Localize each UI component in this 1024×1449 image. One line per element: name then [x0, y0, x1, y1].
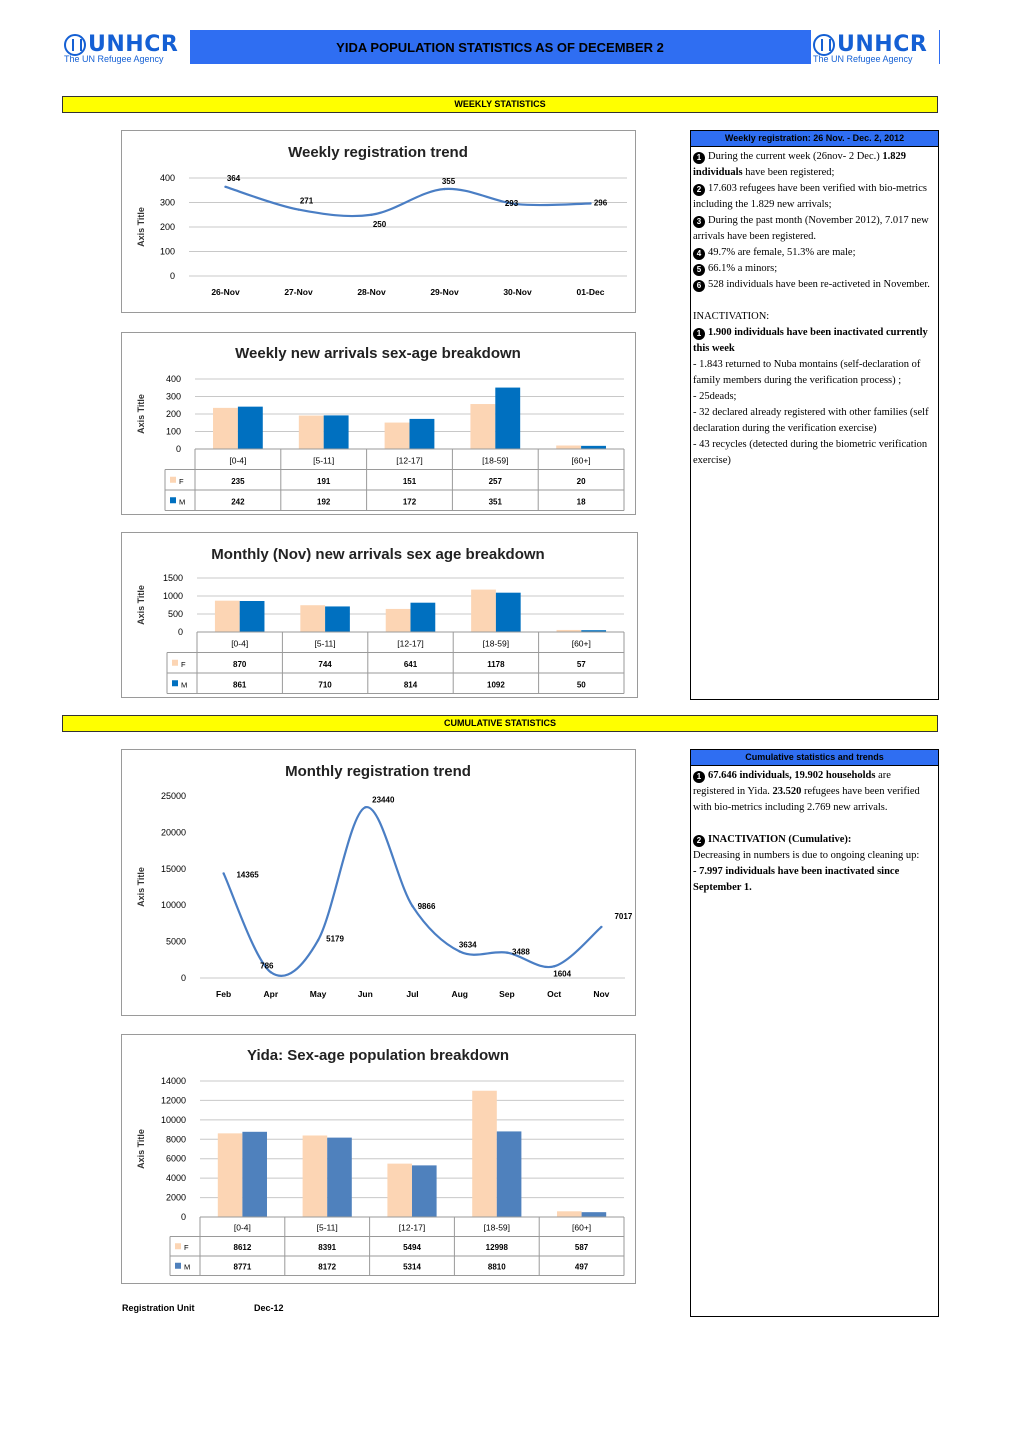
section-weekly-statistics: WEEKLY STATISTICS — [62, 96, 938, 113]
legend-label: F — [179, 476, 184, 486]
y-tick-label: 0 — [175, 444, 181, 454]
table-value: 8172 — [318, 1262, 337, 1272]
table-value: 497 — [574, 1262, 589, 1272]
y-tick-label: 12000 — [160, 1095, 186, 1106]
table-value: 1092 — [487, 680, 505, 690]
cumulative-item-2-strong: - 7.997 individuals have been inactivated since September 1. — [693, 866, 900, 893]
y-tick-label: 20000 — [160, 827, 186, 838]
category-label: [12-17] — [398, 1222, 426, 1233]
table-value: 8391 — [318, 1243, 337, 1253]
table-value: 8810 — [487, 1262, 506, 1272]
bar-m — [327, 1138, 352, 1217]
y-tick-label: 400 — [165, 374, 181, 384]
bar-f — [213, 408, 238, 449]
bar-f — [472, 1091, 497, 1217]
bar-f — [215, 601, 240, 632]
legend-swatch — [175, 1243, 181, 1249]
footer-registration-unit: Registration Unit — [122, 1303, 195, 1313]
bar-f — [385, 423, 410, 449]
table-value: 8771 — [233, 1262, 252, 1272]
data-point — [224, 186, 226, 188]
population-sex-age-svg — [122, 1035, 637, 1285]
x-tick-label: Aug — [451, 989, 468, 999]
bar-f — [387, 1164, 412, 1217]
chart-title: Weekly registration trend — [288, 144, 468, 161]
data-label: 5179 — [326, 934, 344, 944]
x-tick-label: Jun — [357, 989, 373, 999]
category-label: [5-11] — [314, 638, 336, 649]
bar-f — [470, 404, 495, 449]
data-label: 364 — [226, 173, 241, 183]
data-point — [317, 939, 319, 941]
table-value: 351 — [488, 497, 502, 507]
cumulative-item-2-title: 2 INACTIVATION (Cumulative): — [693, 832, 934, 848]
category-label: [18-59] — [482, 455, 509, 466]
weekly-item-3: 3 During the past month (November 2012), 7.017 new arrivals have been registered. — [693, 215, 929, 242]
x-tick-label: Apr — [263, 989, 279, 999]
category-label: [0-4] — [233, 1222, 251, 1233]
data-label: 7017 — [614, 911, 633, 921]
cumulative-summary-heading: Cumulative statistics and trends — [691, 750, 938, 766]
data-point — [364, 806, 366, 808]
category-label: [0-4] — [229, 455, 247, 466]
data-point — [459, 950, 461, 952]
legend-swatch — [172, 680, 178, 686]
inactivation-line: - 32 declared already registered with other families (self declaration during the verification exercise) — [693, 407, 929, 434]
bar-f — [300, 605, 325, 632]
cumulative-summary-body — [693, 768, 934, 896]
y-tick-label: 500 — [167, 609, 183, 619]
data-point — [506, 951, 508, 953]
legend-swatch — [170, 477, 176, 483]
monthly-registration-trend-chart — [121, 749, 636, 1016]
y-axis-title: Axis Title — [136, 207, 146, 247]
table-value: 1178 — [487, 659, 505, 669]
legend-swatch — [172, 660, 178, 666]
data-label: 786 — [260, 961, 274, 971]
table-value: 587 — [574, 1243, 589, 1253]
data-label: 3488 — [512, 947, 530, 957]
data-label: 23440 — [372, 795, 395, 805]
table-value: 235 — [231, 476, 245, 486]
data-point — [270, 971, 272, 973]
unhcr-logo-left: UNHCR The UN Refugee Agency — [62, 30, 190, 66]
bar-m — [238, 407, 263, 449]
inactivation-line: - 25deads; — [693, 391, 737, 402]
y-axis-title: Axis Title — [136, 1129, 146, 1169]
table-value: 641 — [403, 659, 418, 669]
table-value: 744 — [318, 659, 332, 669]
cumulative-item-2-text: Decreasing in numbers is due to ongoing cleaning up: — [693, 850, 920, 861]
y-tick-label: 4000 — [165, 1173, 186, 1184]
y-tick-label: 0 — [169, 271, 175, 281]
y-tick-label: 1000 — [162, 591, 183, 601]
category-label: [12-17] — [396, 455, 423, 466]
data-point — [600, 926, 602, 928]
table-value: 5494 — [403, 1243, 421, 1253]
weekly-item-4: 4 49.7% are female, 51.3% are male; — [693, 245, 934, 261]
data-point — [411, 905, 413, 907]
data-point — [222, 872, 224, 874]
section-cumulative-statistics: CUMULATIVE STATISTICS — [62, 715, 938, 732]
footer-date: Dec-12 — [254, 1303, 284, 1313]
inactivation-title: INACTIVATION: — [693, 311, 770, 322]
bar-f — [386, 609, 411, 632]
unhcr-emblem-icon — [64, 34, 86, 56]
category-label: [60+] — [571, 638, 591, 649]
data-point — [370, 214, 372, 216]
table-value: 151 — [402, 476, 417, 486]
bar-m — [324, 415, 349, 449]
y-axis-title: Axis Title — [136, 867, 146, 907]
bar-f — [556, 446, 581, 450]
table-value: 5314 — [403, 1262, 421, 1272]
data-label: 3634 — [458, 940, 477, 950]
data-label: 355 — [441, 177, 456, 187]
bar-f — [471, 590, 496, 632]
table-value: 12998 — [485, 1243, 508, 1253]
table-value: 192 — [317, 497, 331, 507]
x-tick-label: May — [309, 989, 327, 999]
weekly-sex-age-chart — [121, 332, 636, 515]
weekly-registration-trend-svg — [122, 131, 637, 314]
x-tick-label: 28-Nov — [357, 287, 386, 297]
y-tick-label: 15000 — [160, 863, 186, 874]
x-tick-label: 01-Dec — [576, 287, 605, 297]
series-line — [226, 187, 591, 216]
bar-m — [496, 593, 521, 632]
data-label: 271 — [299, 196, 314, 206]
bar-m — [582, 1212, 607, 1217]
y-tick-label: 1500 — [162, 573, 183, 583]
bar-m — [411, 603, 436, 632]
y-tick-label: 2000 — [165, 1192, 186, 1203]
legend-label: F — [184, 1243, 189, 1253]
data-label: 14365 — [236, 870, 259, 880]
series-line — [224, 807, 602, 979]
y-tick-label: 200 — [165, 409, 181, 419]
unhcr-logo-right: UNHCR The UN Refugee Agency — [811, 30, 939, 66]
bar-f — [557, 1211, 582, 1217]
chart-title: Weekly new arrivals sex-age breakdown — [235, 345, 521, 362]
monthly-sex-age-chart — [121, 532, 638, 698]
y-tick-label: 5000 — [165, 936, 186, 947]
legend-label: M — [179, 497, 186, 507]
y-tick-label: 0 — [180, 973, 186, 983]
y-tick-label: 400 — [159, 173, 175, 183]
weekly-item-6: 6 528 individuals have been re-activeted in November. — [693, 277, 934, 293]
y-tick-label: 8000 — [165, 1134, 186, 1145]
weekly-summary-body — [693, 149, 934, 469]
chart-title: Monthly registration trend — [285, 763, 471, 780]
table-value: 257 — [488, 476, 502, 486]
cumulative-item-1: 1 67.646 individuals, 19.902 households are registered in Yida. 23.520 refugees have been verified with bio-metrics including 2.769 new arrivals. — [693, 770, 920, 813]
data-point — [553, 965, 555, 967]
x-tick-label: Nov — [593, 989, 610, 999]
x-tick-label: 27-Nov — [284, 287, 313, 297]
chart-title: Monthly (Nov) new arrivals sex age breakdown — [211, 546, 545, 563]
category-label: [0-4] — [231, 638, 249, 649]
category-label: [5-11] — [316, 1222, 338, 1233]
table-value: 8612 — [233, 1243, 252, 1253]
bar-f — [218, 1133, 243, 1217]
y-axis-title: Axis Title — [136, 585, 146, 625]
data-point — [589, 202, 591, 204]
cumulative-summary-panel — [690, 749, 939, 1317]
chart-title: Yida: Sex-age population breakdown — [247, 1047, 509, 1064]
bar-m — [410, 419, 435, 449]
inactivation-line: - 43 recycles (detected during the biometric verification exercise) — [693, 439, 928, 466]
x-tick-label: 29-Nov — [430, 287, 459, 297]
table-value: 50 — [576, 680, 586, 690]
bar-f — [303, 1135, 328, 1217]
y-tick-label: 200 — [159, 222, 175, 232]
category-label: [18-59] — [482, 638, 510, 649]
weekly-sex-age-svg — [122, 333, 637, 516]
y-tick-label: 100 — [159, 246, 175, 257]
bar-m — [495, 388, 520, 449]
data-point — [443, 188, 445, 190]
weekly-item-1: 1 During the current week (26nov- 2 Dec.) 1.829 individuals have been registered; — [693, 151, 906, 178]
category-label: [18-59] — [483, 1222, 511, 1233]
x-tick-label: 26-Nov — [211, 287, 240, 297]
y-tick-label: 6000 — [165, 1153, 186, 1164]
bar-f — [299, 416, 324, 449]
y-tick-label: 10000 — [160, 900, 186, 911]
monthly-sex-age-svg — [122, 533, 639, 699]
weekly-registration-trend-chart — [121, 130, 636, 313]
data-point — [297, 208, 299, 210]
y-tick-label: 10000 — [160, 1114, 186, 1125]
data-label: 296 — [593, 198, 608, 208]
legend-swatch — [175, 1263, 181, 1269]
weekly-item-2: 2 17.603 refugees have been verified with bio-metrics including the 1.829 new arrivals; — [693, 183, 927, 210]
y-tick-label: 100 — [165, 426, 181, 437]
weekly-item-5: 5 66.1% a minors; — [693, 261, 934, 277]
category-label: [5-11] — [313, 455, 335, 466]
table-value: 814 — [403, 680, 418, 690]
y-tick-label: 14000 — [160, 1076, 186, 1086]
bar-m — [242, 1132, 267, 1217]
table-value: 861 — [233, 680, 247, 690]
bar-m — [240, 601, 265, 632]
legend-label: M — [184, 1262, 191, 1272]
bar-m — [325, 606, 350, 632]
legend-label: M — [181, 680, 188, 690]
category-label: [60+] — [571, 455, 591, 466]
table-value: 191 — [317, 476, 331, 486]
x-tick-label: Feb — [216, 989, 232, 999]
data-label: 1604 — [553, 969, 572, 979]
inactivation-lead: 1 1.900 individuals have been inactivated currently this week — [693, 327, 928, 354]
table-value: 20 — [576, 476, 586, 486]
inactivation-line: - 1.843 returned to Nuba montains (self-declaration of family members during the verification process) ; — [693, 359, 921, 386]
y-tick-label: 25000 — [160, 791, 186, 801]
y-axis-title: Axis Title — [136, 394, 146, 434]
y-tick-label: 300 — [165, 391, 181, 402]
bar-m — [412, 1165, 437, 1217]
table-value: 710 — [318, 680, 332, 690]
x-tick-label: Oct — [547, 989, 562, 999]
y-tick-label: 0 — [177, 627, 183, 637]
x-tick-label: 30-Nov — [503, 287, 532, 297]
data-label: 293 — [504, 199, 519, 209]
y-tick-label: 300 — [159, 197, 175, 208]
data-label: 9866 — [417, 902, 436, 912]
population-sex-age-chart — [121, 1034, 636, 1284]
legend-label: F — [181, 659, 186, 669]
table-value: 57 — [576, 659, 586, 669]
table-value: 870 — [233, 659, 247, 669]
page-title: YIDA POPULATION STATISTICS AS OF DECEMBER 2 — [336, 40, 664, 55]
table-value: 172 — [402, 497, 417, 507]
category-label: [12-17] — [397, 638, 424, 649]
weekly-summary-panel — [690, 130, 939, 700]
legend-swatch — [170, 497, 176, 503]
weekly-summary-heading: Weekly registration: 26 Nov. - Dec. 2, 2012 — [691, 131, 938, 147]
data-label: 250 — [372, 219, 387, 229]
table-value: 18 — [576, 497, 586, 507]
monthly-registration-trend-svg — [122, 750, 637, 1017]
unhcr-emblem-icon — [813, 34, 835, 56]
table-value: 242 — [231, 497, 245, 507]
category-label: [60+] — [572, 1222, 592, 1233]
x-tick-label: Sep — [499, 989, 515, 999]
x-tick-label: Jul — [406, 989, 419, 999]
bar-m — [497, 1131, 522, 1217]
y-tick-label: 0 — [180, 1212, 186, 1222]
